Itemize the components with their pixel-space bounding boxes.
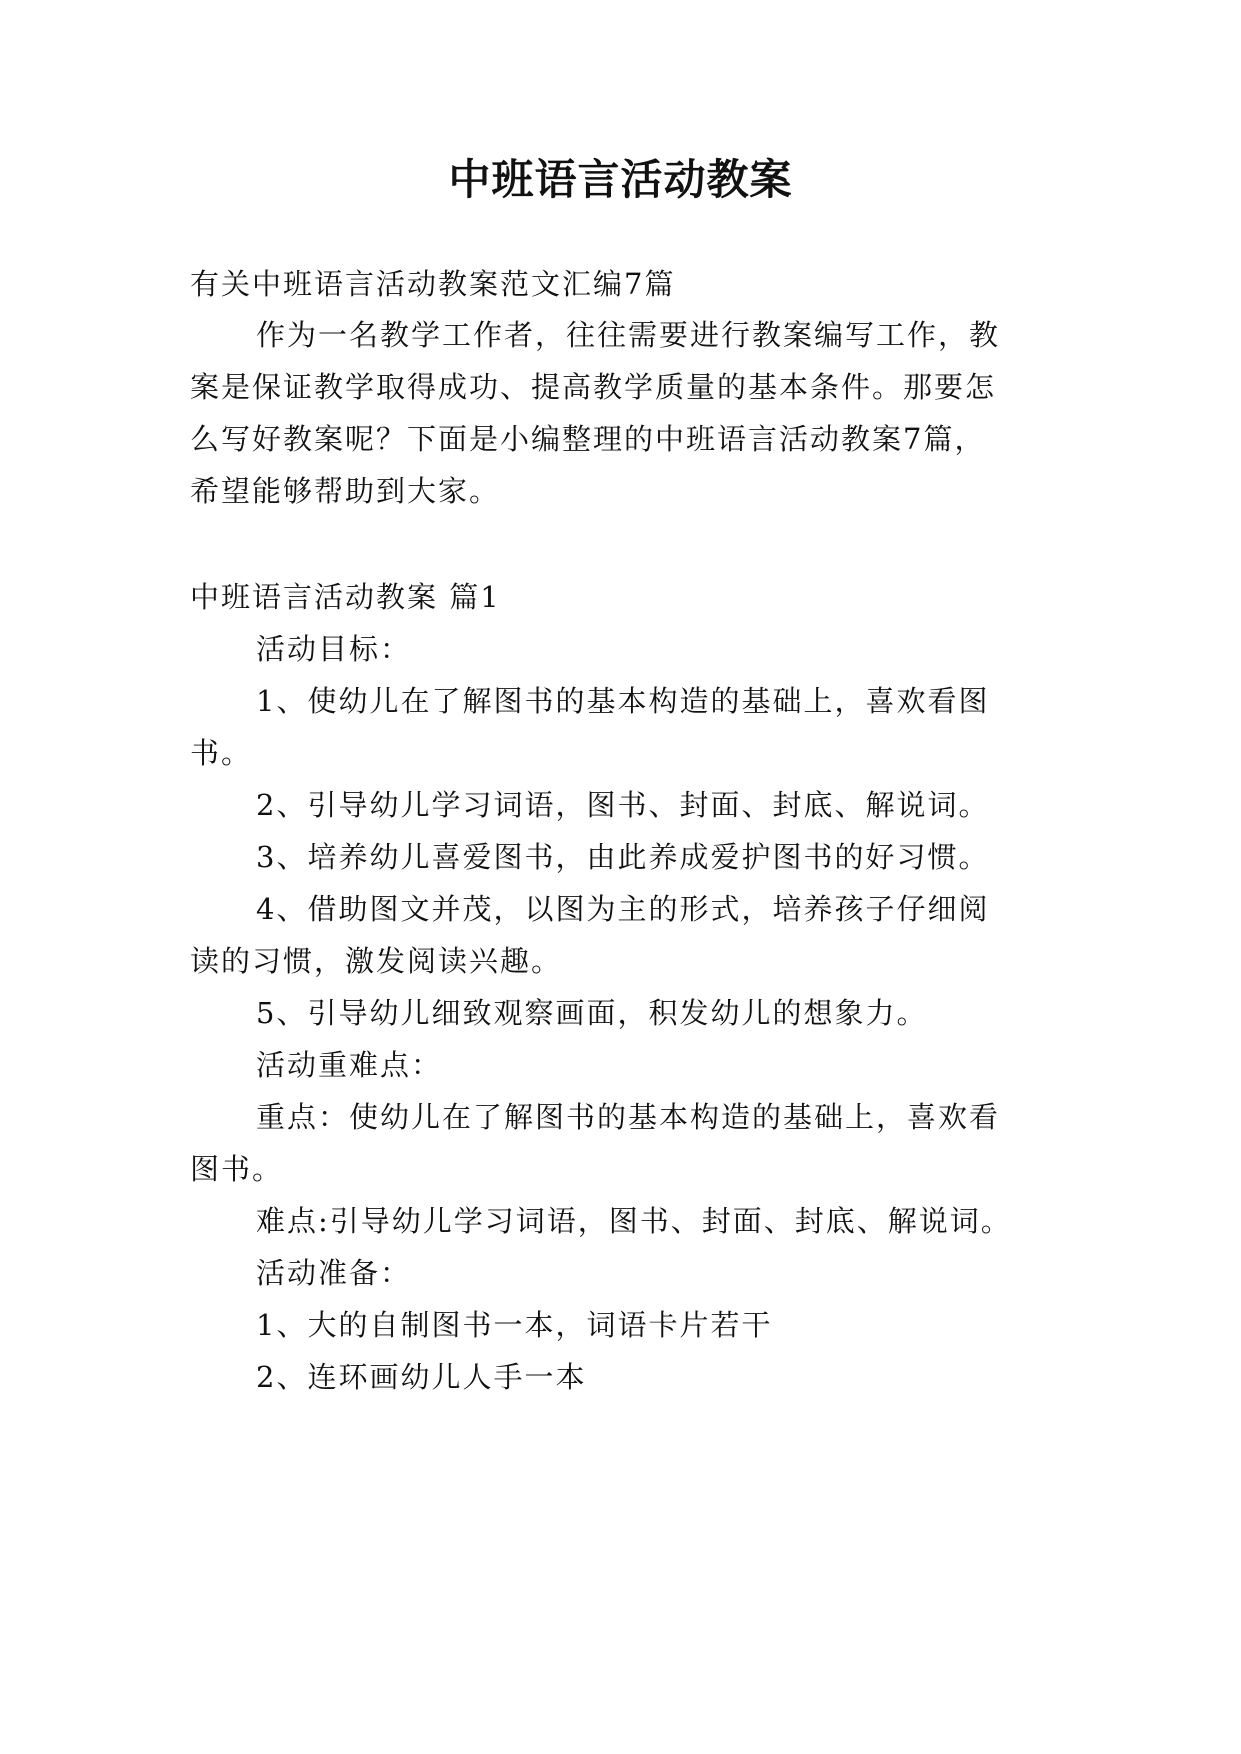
goal-5: 5、引导幼儿细致观察画面，积发幼儿的想象力。 [256, 996, 928, 1030]
key-point-line-1: 重点：使幼儿在了解图书的基本构造的基础上，喜欢看 [256, 1100, 1001, 1134]
intro-paragraph-line-1: 作为一名教学工作者，往往需要进行教案编写工作，教 [256, 318, 1001, 352]
intro-paragraph-line-3: 么写好教案呢？下面是小编整理的中班语言活动教案7篇， [190, 422, 986, 456]
intro-heading: 有关中班语言活动教案范文汇编7篇 [190, 267, 676, 301]
goal-1-line-2: 书。 [190, 736, 253, 770]
key-difficult-points-heading: 活动重难点： [256, 1048, 443, 1082]
activity-goals-heading: 活动目标： [256, 632, 412, 666]
goal-4-line-1: 4、借助图文并茂，以图为主的形式，培养孩子仔细阅 [256, 892, 990, 926]
goal-4-line-2: 读的习惯，激发阅读兴趣。 [190, 944, 563, 978]
goal-1-line-1: 1、使幼儿在了解图书的基本构造的基础上，喜欢看图 [256, 684, 990, 718]
intro-paragraph-line-2: 案是保证教学取得成功、提高教学质量的基本条件。那要怎 [190, 370, 997, 404]
preparation-item-2: 2、连环画幼儿人手一本 [256, 1360, 587, 1394]
difficult-point: 难点:引导幼儿学习词语，图书、封面、封底、解说词。 [256, 1204, 1012, 1238]
activity-preparation-heading: 活动准备： [256, 1256, 412, 1290]
section-heading-1: 中班语言活动教案 篇1 [190, 580, 501, 614]
goal-3: 3、培养幼儿喜爱图书，由此养成爱护图书的好习惯。 [256, 840, 990, 874]
intro-paragraph-line-4: 希望能够帮助到大家。 [190, 474, 501, 508]
goal-2: 2、引导幼儿学习词语，图书、封面、封底、解说词。 [256, 788, 990, 822]
key-point-line-2: 图书。 [190, 1152, 284, 1186]
preparation-item-1: 1、大的自制图书一本，词语卡片若干 [256, 1308, 773, 1342]
document-title: 中班语言活动教案 [448, 155, 793, 204]
